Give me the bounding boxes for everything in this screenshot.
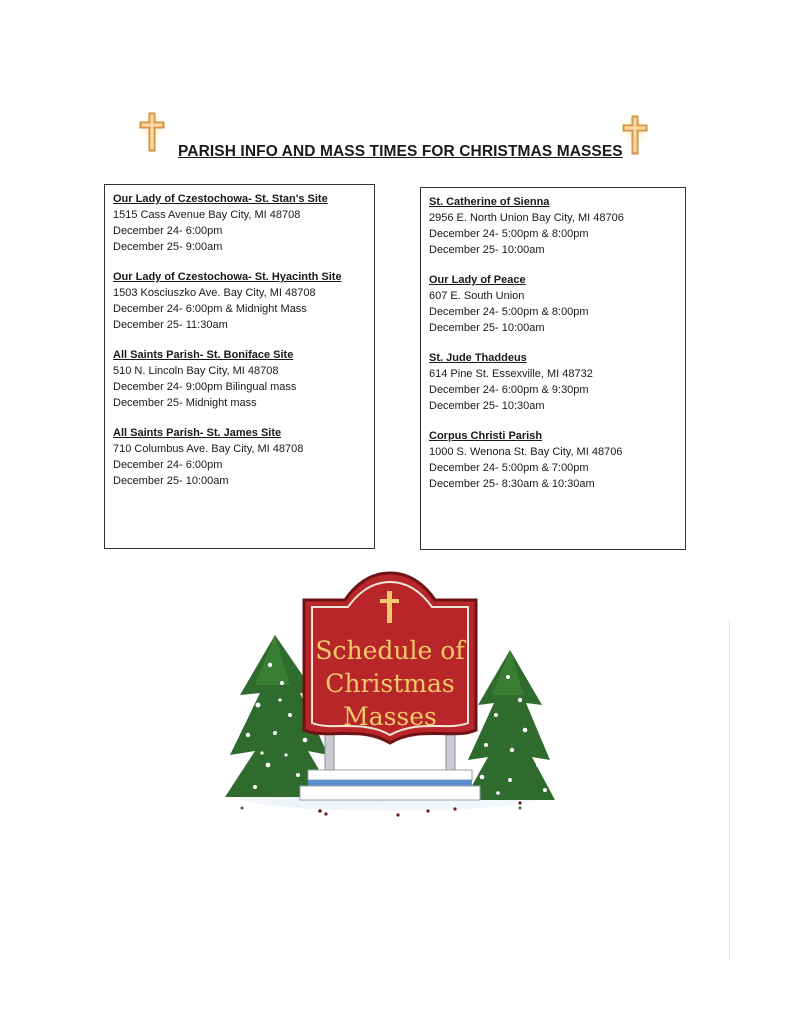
parish-name: All Saints Parish- St. Boniface Site xyxy=(113,349,294,361)
sign-text-line2: Christmas xyxy=(325,669,455,698)
dec25-times: December 25- 10:00am xyxy=(113,475,229,487)
dec24-times: December 24- 6:00pm xyxy=(113,225,223,237)
parish-entry xyxy=(113,191,366,255)
parish-name: Our Lady of Czestochowa- St. Hyacinth Site xyxy=(113,271,342,283)
dec25-times: December 25- 9:00am xyxy=(113,241,223,253)
dec24-times: December 24- 6:00pm & 9:30pm xyxy=(429,384,589,396)
dec24-times: December 24- 5:00pm & 7:00pm xyxy=(429,462,589,474)
parish-name: Our Lady of Peace xyxy=(429,274,526,286)
dec25-times: December 25- Midnight mass xyxy=(113,397,257,409)
right-tree-icon xyxy=(464,650,555,800)
dec25-times: December 25- 11:30am xyxy=(113,319,228,331)
parish-entry xyxy=(429,194,677,258)
parish-entry xyxy=(113,347,366,411)
page-title: PARISH INFO AND MASS TIMES FOR CHRISTMAS MASSES xyxy=(178,143,623,160)
sign-text-line1: Schedule of xyxy=(315,636,465,665)
dec25-times: December 25- 10:30am xyxy=(429,400,545,412)
parish-address: 607 E. South Union xyxy=(429,290,525,302)
right-cross-icon xyxy=(619,113,651,157)
parish-entry xyxy=(429,350,677,414)
parish-entry xyxy=(429,272,677,336)
parish-name: St. Catherine of Sienna xyxy=(429,196,550,208)
parish-address: 1515 Cass Avenue Bay City, MI 48708 xyxy=(113,209,301,221)
parish-entry xyxy=(113,425,366,489)
christmas-sign-illustration xyxy=(220,565,560,820)
left-parish-box xyxy=(104,184,375,549)
dec25-times: December 25- 10:00am xyxy=(429,244,545,256)
parish-address: 710 Columbus Ave. Bay City, MI 48708 xyxy=(113,443,304,455)
dec25-times: December 25- 8:30am & 10:30am xyxy=(429,478,595,490)
parish-name: All Saints Parish- St. James Site xyxy=(113,427,282,439)
parish-address: 510 N. Lincoln Bay City, MI 48708 xyxy=(113,365,279,377)
parish-entry xyxy=(113,269,366,333)
parish-name: Our Lady of Czestochowa- St. Stan's Site xyxy=(113,193,328,205)
scan-edge-divider xyxy=(729,620,730,960)
dec24-times: December 24- 6:00pm xyxy=(113,459,223,471)
dec24-times: December 24- 5:00pm & 8:00pm xyxy=(429,228,589,240)
dec24-times: December 24- 6:00pm & Midnight Mass xyxy=(113,303,307,315)
dec25-times: December 25- 10:00am xyxy=(429,322,545,334)
parish-name: St. Jude Thaddeus xyxy=(429,352,527,364)
left-cross-icon xyxy=(136,110,168,154)
right-parish-box xyxy=(420,187,686,550)
parish-address: 1503 Kosciuszko Ave. Bay City, MI 48708 xyxy=(113,287,316,299)
parish-address: 2956 E. North Union Bay City, MI 48706 xyxy=(429,212,624,224)
parish-address: 614 Pine St. Essexville, MI 48732 xyxy=(429,368,593,380)
dec24-times: December 24- 9:00pm Bilingual mass xyxy=(113,381,297,393)
parish-entry xyxy=(429,428,677,492)
parish-name: Corpus Christi Parish xyxy=(429,430,543,442)
dec24-times: December 24- 5:00pm & 8:00pm xyxy=(429,306,589,318)
sign-text-line3: Masses xyxy=(343,702,437,731)
parish-address: 1000 S. Wenona St. Bay City, MI 48706 xyxy=(429,446,623,458)
